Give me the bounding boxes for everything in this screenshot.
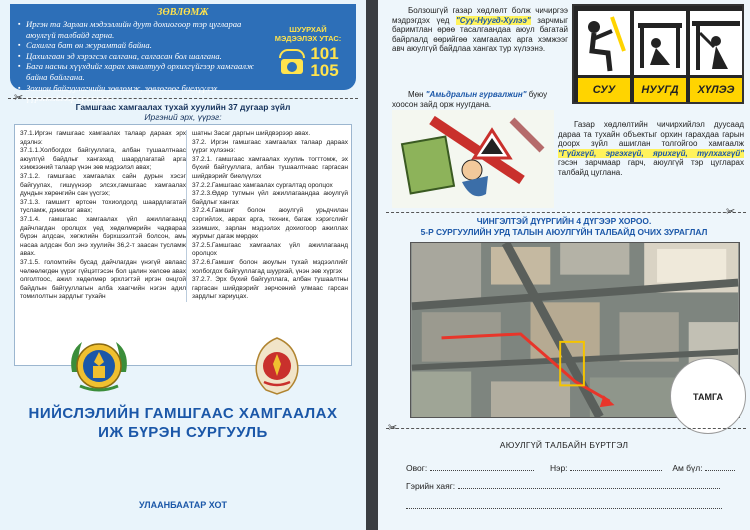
drop-cover-hold-panel <box>572 4 744 104</box>
law-paragraph: 37.2.1. гамшгаас хамгаалах хуулиь тогттомж, эх бүхий байгууллага, албан тушаалтнаас гаргасан шийдвэрийг биелүүлэх <box>192 155 348 180</box>
advice-item: ▪ Сахилга бат өн журамтай байна. <box>18 40 256 51</box>
agency-emblem-icon <box>66 336 132 396</box>
name-label: Нэр: <box>549 463 568 473</box>
scissors-icon: ✂ <box>14 92 24 104</box>
law-paragraph: 37.2.2.Гамшгаас хамгаалах сургалтад оролцох <box>192 181 333 189</box>
city-name: УЛААНБААТАР ХОТ <box>139 500 227 510</box>
hotline-label: ШУУРХАЙ МЭДЭЭЛЭХ УТАС: <box>274 25 342 43</box>
intro2-highlight: "Амьдралын гурвалжин" <box>425 90 527 99</box>
cut-line <box>386 428 746 429</box>
city-emblem-icon <box>244 336 310 396</box>
drill-word-hide: НУУГД <box>634 78 686 102</box>
law-paragraph: 37.2.4.Гамшиг болон аюулгүй урьдчилан сэргийлэх, аврах арга, техник, багаж хэрэгслийг эзэмших, зарлан мэдээлэх дохиогоор ажиллах журмыг дагаж мөрдөх <box>192 207 348 241</box>
scissors-icon: ✂ <box>726 206 736 218</box>
hold-on-icon <box>690 11 742 75</box>
cut-line <box>386 212 746 213</box>
law-heading <box>8 102 358 122</box>
surname-label: Овог: <box>406 463 428 473</box>
advice-item: ▪ Иргэн та Зарлан мэдээллийн дуут дохиогоор тэр цуглараа аюулгүй талбайд гарна. <box>18 19 256 40</box>
law-paragraph: 37.2.7. Эрх бүхий байгууллага, албан тушаалтны гаргасан шийдвэрийг зөрчсөний улмаас гарсан зардлыг хариуцах. <box>192 276 348 301</box>
intro-paragraph-2 <box>392 90 568 109</box>
law-paragraph: 37.2.5.Гамшгаас хамгаалах үйл ажиллагаанд оролцох <box>192 241 348 258</box>
law-column-right <box>186 130 348 302</box>
map-title <box>388 216 740 238</box>
advice-box <box>10 4 356 104</box>
law-paragraph: 37.1.1.Холбогдох байгууллага, албан тушаалтнаас аюулгүй байдлыг хангахад шаардлагатай арга хэмжээний талаар үнэн зөв мэдээлэл авах; <box>20 147 186 172</box>
law-paragraph: 37.2.3.Өдөр тутмын үйл ажиллагаандаа аюулгүй байдлыг хангах <box>192 190 348 206</box>
law-paragraph: 37.1.Иргэн гамшгаас хамгаалах талаар дараах эрх эдэлнэ: <box>20 130 186 146</box>
evacuation-text: гэсэн зарчмаар гарч, аюулгүй тэр цугларах талбайд цуглана. <box>558 158 744 177</box>
registration-title: АЮУЛГҮЙ ТАЛБАЙН БҮРТГЭЛ <box>499 440 629 450</box>
hotline-number: 105 <box>310 61 339 80</box>
law-paragraph: шатны Засаг даргын шийдвэрээр авах. <box>192 130 311 137</box>
triangle-of-life-illustration <box>392 110 554 208</box>
advice-list <box>18 19 256 104</box>
law-paragraph: 37.1.3. гамшигт өртсөн тохиолдолд шаардлагатай тусламж, дэмжлэг авах; <box>20 198 186 215</box>
map-title-line: ЧИНГЭЛТЭЙ ДҮҮРГИЙН 4 ДҮГЭЭР ХОРОО. <box>476 216 652 226</box>
hotline-block <box>268 26 348 79</box>
evacuation-text: Газар хөдлөлтийн чичирхийлэл дуусаад дараа та тухайн объектыг орхин гарахдаа гарын доорх зүйл ашиглан толгойгоо хамгаалж <box>558 120 744 149</box>
name-field[interactable] <box>570 462 662 471</box>
law-paragraph: 37.1.2. гамшгаас хамгаалах сайн дурын хэсэг байгуулах, гишүүнээр элсэх,гамшгаас хамгаалах дундын хөрөнгийн сан үүсгэх; <box>20 172 186 198</box>
hide-under-table-icon <box>634 11 686 75</box>
intro2-text: буюу хоосон зайд орж нуугдана. <box>392 90 548 109</box>
school-title-line: ИЖ БҮРЭН СУРГУУЛЬ <box>98 424 268 441</box>
cut-line <box>8 98 358 99</box>
right-page <box>378 0 750 530</box>
law-paragraph: 37.2. Иргэн гамшгаас хамгаалах талаар дараах үүрэг хүлээнэ: <box>192 138 348 155</box>
hotline-numbers <box>310 45 338 79</box>
surname-field[interactable] <box>430 462 534 471</box>
hotline-number: 101 <box>310 44 339 63</box>
law-heading-title: Гамшгаас хамгаалах тухай хуулийн 37 дугаар зүйл <box>75 102 291 112</box>
left-page <box>0 0 366 530</box>
address-field-continued[interactable] <box>406 500 722 509</box>
law-text-box <box>14 124 352 366</box>
intro-highlight: "Суу-Нуугд-Хулээ" <box>456 15 531 25</box>
advice-item: ▪ Цахилгаан эд хэрэгсэл салгана, салгасан бол шалгана. <box>18 51 256 62</box>
family-size-label: Ам бүл: <box>672 463 703 473</box>
intro2-text: Мөн <box>408 90 424 99</box>
advice-title: ЗӨВЛӨМЖ <box>157 7 209 18</box>
evacuation-paragraph <box>558 120 744 178</box>
drill-word-wait: ХҮЛЭЭ <box>690 78 742 102</box>
intro-paragraph <box>392 6 568 54</box>
intro-text: зарчмыг баримтлан өрөө тасалгаандаа аюул багатай байрлалд өөрийгөө хамгаалах арга хэмжээг авч аюулгүй байдлаа хангах тур хүлээнэ. <box>392 15 568 54</box>
intro-text: Болзошгүй газар хөдлөлт болж чичиргээ мэдрэгдэх үед <box>392 6 568 25</box>
advice-item: ▪ Бага насны хүүхдийг харах хяналтууд орхихгүйгээр хамгаалж байна байлгана. <box>18 61 256 82</box>
address-field[interactable] <box>458 480 720 489</box>
telephone-icon <box>277 49 307 75</box>
law-column-left <box>20 130 186 302</box>
law-subheading: Иргэний эрх, үүрэг: <box>144 112 222 122</box>
registration-address-row <box>406 480 720 491</box>
law-paragraph: 37.2.6.Гамшиг болон аюулын тухай мэдээллийг холбогдох байгууллагад шуурхай, үнэн зөв хүргэх <box>192 258 348 275</box>
sit-pose-icon <box>578 11 630 75</box>
school-title-line: НИЙСЛЭЛИЙН ГАМШГААС ХАМГААЛАХ <box>28 405 338 422</box>
registration-name-row <box>406 462 735 473</box>
scissors-icon: ✂ <box>388 422 398 434</box>
law-paragraph: 37.1.4. гамшгаас хамгаалах үйл ажиллагаанд дайчлагдан оролцох үед хөдөлмөрийн чадвараа бүрэн алдсан, хөгжлийн бэрхшээлтэй болсон, амь насаа алдсан бол энэ хуулийн 36,2-т заасан тусламж авах. <box>20 215 186 258</box>
evacuation-highlight: "Гүйхгүй, эргэхгүй, ярихгүй, тулхахгүй" <box>558 148 744 158</box>
map-title-line: 5-Р СУРГУУЛИЙН УРД ТАЛЫН АЮУЛГҮЙН ТАЛБАЙД ОЧИХ ЗУРАГЛАЛ <box>420 227 708 237</box>
drill-word-sit: СУУ <box>578 78 630 102</box>
registration-address-row-2 <box>406 500 722 511</box>
law-paragraph: 37.1.5. голомтийн бусад дайчлагдан үнэгүй авлаас чөлөөлөгдөн үүрэг гүйцэтгэсэн бол цалин хөлсөө авах олголтоос, ажил хөдөлмөр эрхлэгтэй иргэн онцгой байдлын байгууллагын алба хаагчийн нэгэн адил томилолтын зардлыг тухайн <box>20 258 186 301</box>
family-size-field[interactable] <box>705 462 735 471</box>
advice-item: ▪ Зохион байгуулагчийн зөвлөмж, зөвлөгөөг биелүүлэх үүрэгтэйгээр оролцоно. <box>18 83 256 104</box>
address-label: Гэрийн хаяг: <box>406 481 456 491</box>
stamp-placeholder: ТАМГА <box>670 358 746 434</box>
school-title <box>8 404 358 442</box>
